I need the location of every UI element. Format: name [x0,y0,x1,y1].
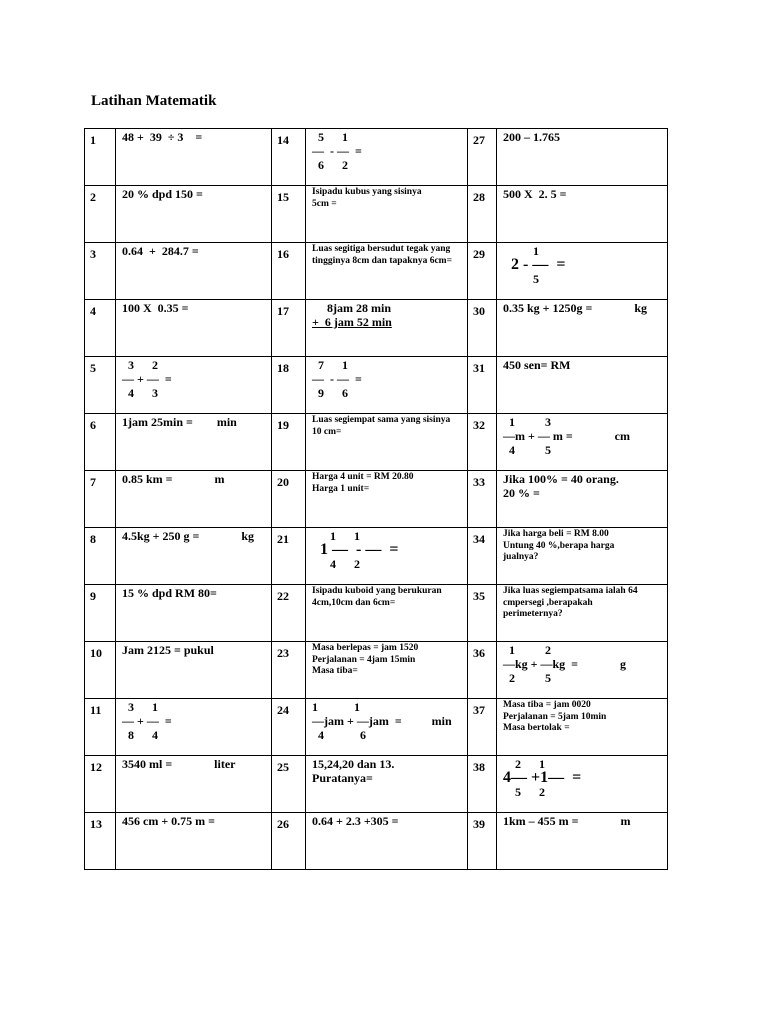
question-line: 5 1 [312,130,348,144]
question-number: 2 [85,186,116,243]
question-text [306,756,468,813]
question-number: 37 [468,699,497,756]
question-text [497,129,668,186]
question-number: 24 [272,699,306,756]
question-number: 29 [468,243,497,300]
question-number: 21 [272,528,306,585]
question-line: 4cm,10cm dan 6cm= [312,597,396,608]
question-line: 5 2 [503,785,545,799]
question-number: 17 [272,300,306,357]
question-number: 14 [272,129,306,186]
question-number: 16 [272,243,306,300]
question-line: 4 6 [312,728,366,742]
table-row [85,699,668,756]
question-line: Puratanya= [312,771,373,785]
question-number: 35 [468,585,497,642]
question-line: Perjalanan = 4jam 15min [312,654,416,665]
question-small-text [503,700,664,735]
question-text [116,357,272,414]
question-line: Masa berlepas = jam 1520 [312,643,419,653]
question-text [497,300,668,357]
question-text [497,813,668,870]
question-text [497,186,668,243]
question-small-text [503,529,664,564]
question-line: Luas segitiga bersudut tegak yang [312,244,451,254]
question-text [116,528,272,585]
question-line: 4 5 [503,443,551,457]
table-row [85,129,668,186]
question-number: 30 [468,300,497,357]
table-row [85,243,668,300]
question-text [497,642,668,699]
question-number: 28 [468,186,497,243]
question-line: 3 2 [122,358,158,372]
question-number: 12 [85,756,116,813]
question-line: Isipadu kubus yang sisinya [312,187,422,197]
question-line: Perjalanan = 5jam 10min [503,711,607,722]
question-number: 7 [85,471,116,528]
question-line: 1 2 [503,643,551,657]
table-row [85,756,668,813]
question-line: 3540 ml = liter [122,757,236,771]
exercise-table [84,128,668,870]
question-line: 4 2 [312,557,360,571]
question-line: Jam 2125 = pukul [122,643,214,657]
question-line: 8 4 [122,728,158,742]
question-line: — + — = [122,714,172,728]
question-line: —kg + —kg = g [503,657,627,671]
question-text [306,471,468,528]
question-line: 500 X 2. 5 = [503,187,567,201]
question-number: 1 [85,129,116,186]
question-small-text [312,244,464,267]
question-line: 8jam 28 min [312,301,391,315]
question-text [497,471,668,528]
question-line: 15 % dpd RM 80= [122,586,217,600]
table-row [85,414,668,471]
question-text [306,699,468,756]
question-number: 15 [272,186,306,243]
question-number: 3 [85,243,116,300]
question-line: 0.64 + 284.7 = [122,244,199,258]
question-number: 31 [468,357,497,414]
question-text [116,642,272,699]
question-line: —jam + —jam = min [312,714,452,728]
question-line: 0.35 kg + 1250g = kg [503,301,648,315]
question-line: 5 [503,272,539,286]
table-row [85,300,668,357]
question-line: — - — = [312,144,362,158]
question-line: 10 cm= [312,426,342,437]
question-text [306,528,468,585]
question-number: 5 [85,357,116,414]
question-line: 4 3 [122,386,158,400]
question-line: 1 1 [312,700,360,714]
question-number: 9 [85,585,116,642]
question-text [116,585,272,642]
question-line: 2 - — = [503,256,566,273]
question-line: 100 X 0.35 = [122,301,189,315]
question-number: 36 [468,642,497,699]
page-title: Latihan Matematik [91,93,217,109]
exercise-table-body [85,129,668,870]
question-line: 2 5 [503,671,551,685]
question-text [116,699,272,756]
question-line: 1 — - — = [312,541,399,558]
question-number: 8 [85,528,116,585]
question-line: 450 sen= RM [503,358,571,372]
question-line: 6 2 [312,158,348,172]
question-line: 1km – 455 m = m [503,814,631,828]
question-number: 34 [468,528,497,585]
question-text [497,357,668,414]
question-line: Jika luas segiempatsama ialah 64 [503,586,638,596]
question-number: 32 [468,414,497,471]
question-line: 0.85 km = m [122,472,225,486]
question-text [497,528,668,585]
question-line: 200 – 1.765 [503,130,560,144]
question-number: 10 [85,642,116,699]
question-text [306,585,468,642]
question-line: —m + — m = cm [503,429,630,443]
question-text [116,471,272,528]
question-line: Harga 1 unit= [312,483,370,494]
table-row [85,471,668,528]
question-number: 6 [85,414,116,471]
question-line: 4— +1— = [503,769,582,786]
question-text [116,243,272,300]
question-number: 39 [468,813,497,870]
question-text [306,186,468,243]
question-small-text [312,586,464,609]
question-line: perimeternya? [503,609,563,619]
question-text [306,357,468,414]
question-number: 20 [272,471,306,528]
question-text [497,414,668,471]
question-small-text [312,187,464,210]
question-line: Luas segiempat sama yang sisinya [312,415,451,425]
question-line: 20 % = [503,486,540,500]
question-small-text [312,643,464,678]
question-line: tingginya 8cm dan tapaknya 6cm= [312,255,453,266]
question-text [306,813,468,870]
question-line: Masa bertolak = [503,723,570,733]
question-number: 23 [272,642,306,699]
table-row [85,642,668,699]
table-row [85,357,668,414]
question-text [497,756,668,813]
question-number: 33 [468,471,497,528]
question-text [116,756,272,813]
table-row [85,585,668,642]
question-text [306,300,468,357]
question-line: 48 + 39 ÷ 3 = [122,130,203,144]
question-line: Masa tiba= [312,666,358,676]
table-row [85,186,668,243]
question-line: 1 1 [312,529,360,543]
question-text [306,642,468,699]
question-number: 26 [272,813,306,870]
question-text [497,699,668,756]
table-row [85,813,668,870]
question-line: 4.5kg + 250 g = kg [122,529,255,543]
question-line: 456 cm + 0.75 m = [122,814,215,828]
question-line: 2 1 [503,757,545,771]
question-line: Untung 40 %,berapa harga [503,540,615,551]
question-line: 3 1 [122,700,158,714]
question-small-text [312,415,464,438]
question-line: Jika 100% = 40 orang. [503,472,619,486]
question-text [306,129,468,186]
question-line: — + — = [122,372,172,386]
question-line: Jika harga beli = RM 8.00 [503,529,609,539]
question-line: Isipadu kuboid yang berukuran [312,586,442,596]
question-small-text [503,586,664,621]
question-number: 13 [85,813,116,870]
question-number: 27 [468,129,497,186]
question-line: Masa tiba = jam 0020 [503,700,591,710]
question-text [497,585,668,642]
question-number: 4 [85,300,116,357]
question-number: 18 [272,357,306,414]
question-line: Harga 4 unit = RM 20.80 [312,472,414,482]
question-text [116,300,272,357]
question-text [116,186,272,243]
question-line: + 6 jam 52 min [312,315,392,329]
question-number: 25 [272,756,306,813]
question-line: jualnya? [503,552,539,562]
question-line: 1jam 25min = min [122,415,237,429]
question-line: 5cm = [312,198,337,209]
question-line: 9 6 [312,386,348,400]
question-line: — - — = [312,372,362,386]
question-text [306,243,468,300]
question-number: 22 [272,585,306,642]
question-text [497,243,668,300]
question-number: 38 [468,756,497,813]
question-text [306,414,468,471]
question-line: cmpersegi ,berapakah [503,597,593,608]
question-text [116,813,272,870]
question-line: 1 3 [503,415,551,429]
question-number: 19 [272,414,306,471]
question-text [116,129,272,186]
question-line: 7 1 [312,358,348,372]
question-number: 11 [85,699,116,756]
question-line: 15,24,20 dan 13. [312,757,395,771]
question-text [116,414,272,471]
question-line: 20 % dpd 150 = [122,187,203,201]
question-line: 0.64 + 2.3 +305 = [312,814,399,828]
question-line: 1 [503,244,539,258]
question-small-text [312,472,464,495]
table-row [85,528,668,585]
